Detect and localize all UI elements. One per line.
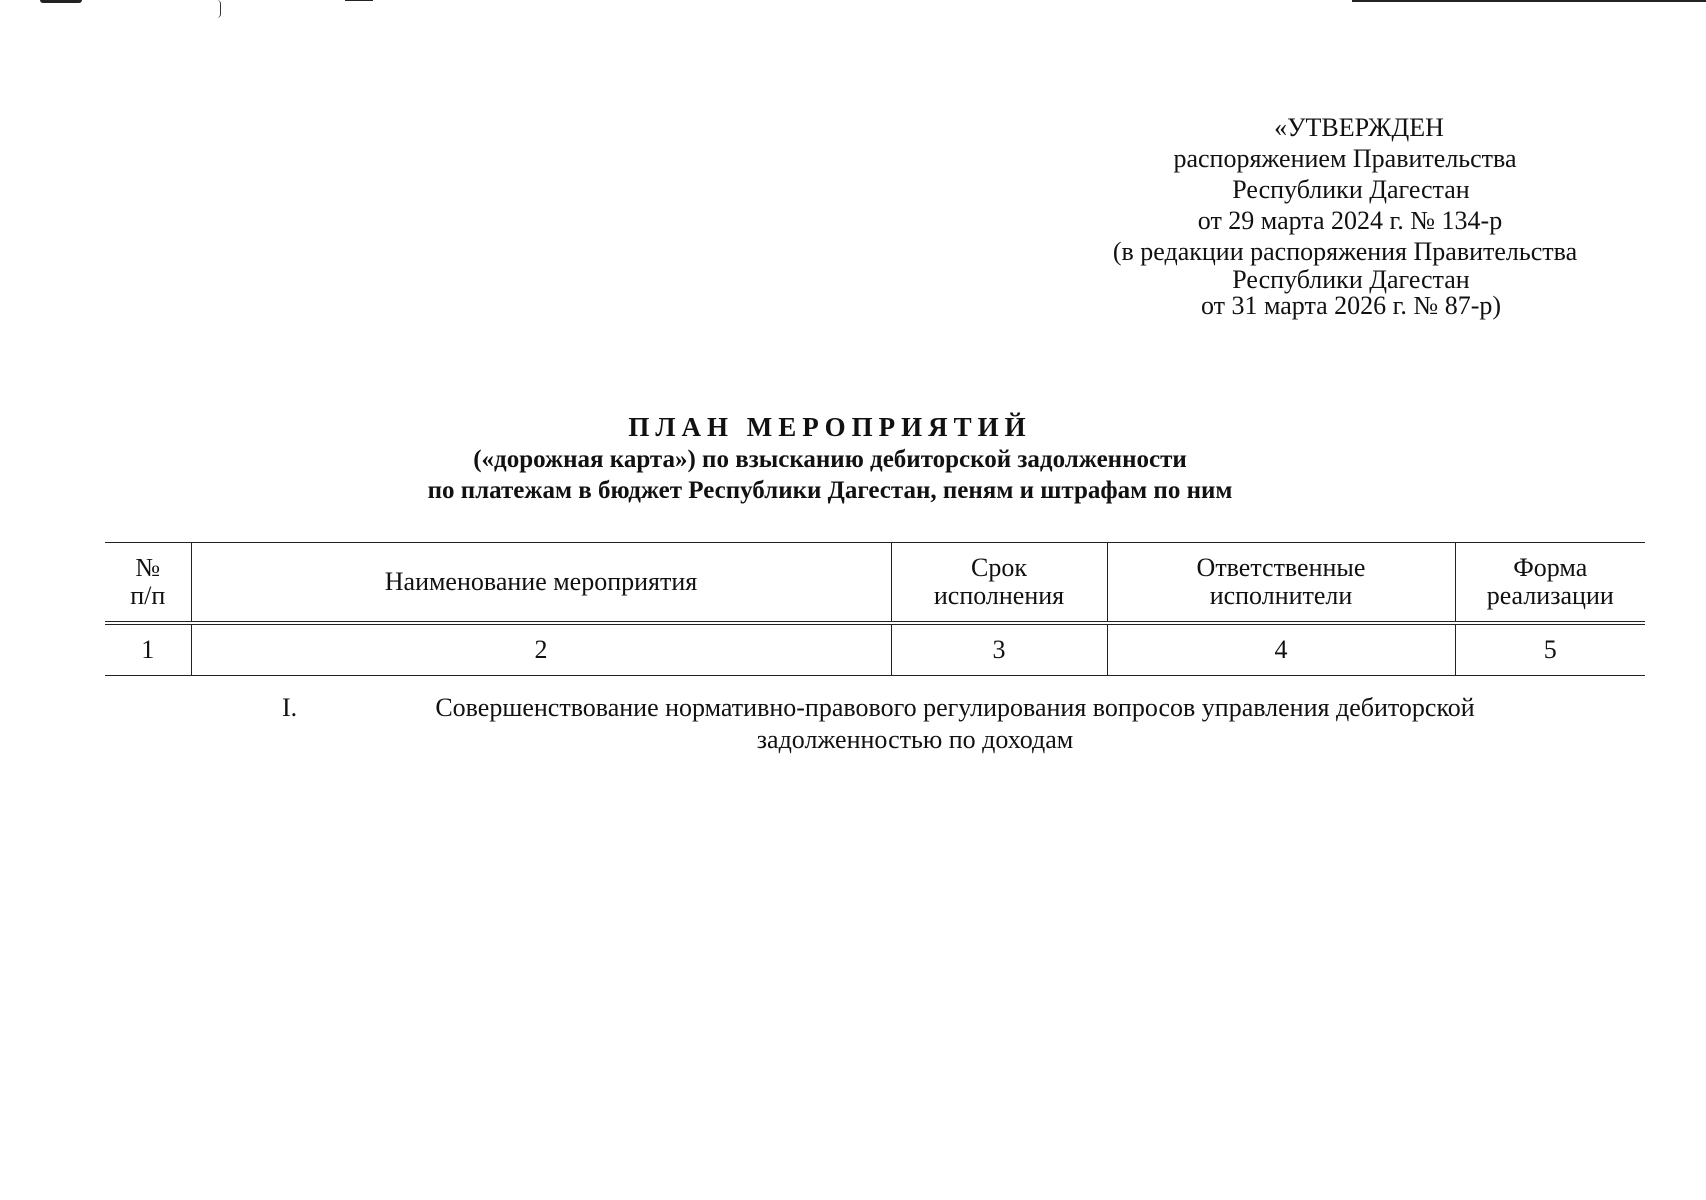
table-header-row [105, 543, 1645, 624]
header-cell-form [1455, 543, 1645, 624]
header-text: Форма [1513, 553, 1588, 582]
header-text: реализации [1486, 581, 1614, 610]
approval-line: «УТВЕРЖДЕН [1274, 113, 1444, 142]
table-row-numbering [105, 623, 1645, 676]
approval-line: от 29 марта 2024 г. № 134-р [1197, 206, 1503, 235]
header-text: Наименование мероприятия [384, 567, 698, 596]
table-cell: 2 [191, 623, 891, 676]
table-cell: 1 [105, 623, 191, 676]
scan-artifact [40, 0, 82, 3]
header-cell-number [105, 543, 191, 624]
table-cell: 4 [1107, 623, 1455, 676]
section-title-line: задолженностью по доходам [756, 725, 1074, 754]
table-cell: 5 [1455, 623, 1645, 676]
document-title [100, 410, 1560, 506]
header-text: Ответственные [1196, 553, 1366, 582]
header-cell-deadline [891, 543, 1107, 624]
section-title [270, 692, 1560, 756]
header-text: исполнители [1209, 581, 1353, 610]
approval-line: Республики Дагестан [1232, 265, 1470, 294]
header-cell-name [191, 543, 891, 624]
approval-stamp-block [1040, 112, 1650, 319]
plan-title: ПЛАН МЕРОПРИЯТИЙ [628, 412, 1032, 442]
scan-artifact [1352, 0, 1706, 2]
table-cell: 3 [891, 623, 1107, 676]
scan-artifact [217, 0, 221, 18]
header-cell-responsible [1107, 543, 1455, 624]
scan-artifact [345, 0, 373, 1]
approval-line: от 31 марта 2026 г. № 87-р) [1200, 291, 1502, 320]
header-text: № [135, 553, 161, 582]
plan-table [105, 542, 1645, 676]
section-number: I. [282, 693, 298, 722]
section-heading [270, 692, 1560, 756]
header-text: исполнения [933, 581, 1065, 610]
approval-line: Республики Дагестан [1232, 175, 1470, 204]
approval-line: распоряжением Правительства [1173, 144, 1517, 173]
plan-subtitle-line: («дорожная карта») по взысканию дебиторской задолженности [473, 446, 1187, 473]
approval-line: (в редакции распоряжения Правительства [1112, 237, 1578, 266]
header-text: Срок [971, 553, 1027, 582]
plan-subtitle-line: по платежам в бюджет Республики Дагестан, пеням и штрафам по ним [427, 477, 1233, 504]
section-title-line: Совершенствование нормативно-правового регулирования вопросов управления дебиторской [435, 693, 1475, 722]
header-text: п/п [130, 581, 166, 610]
